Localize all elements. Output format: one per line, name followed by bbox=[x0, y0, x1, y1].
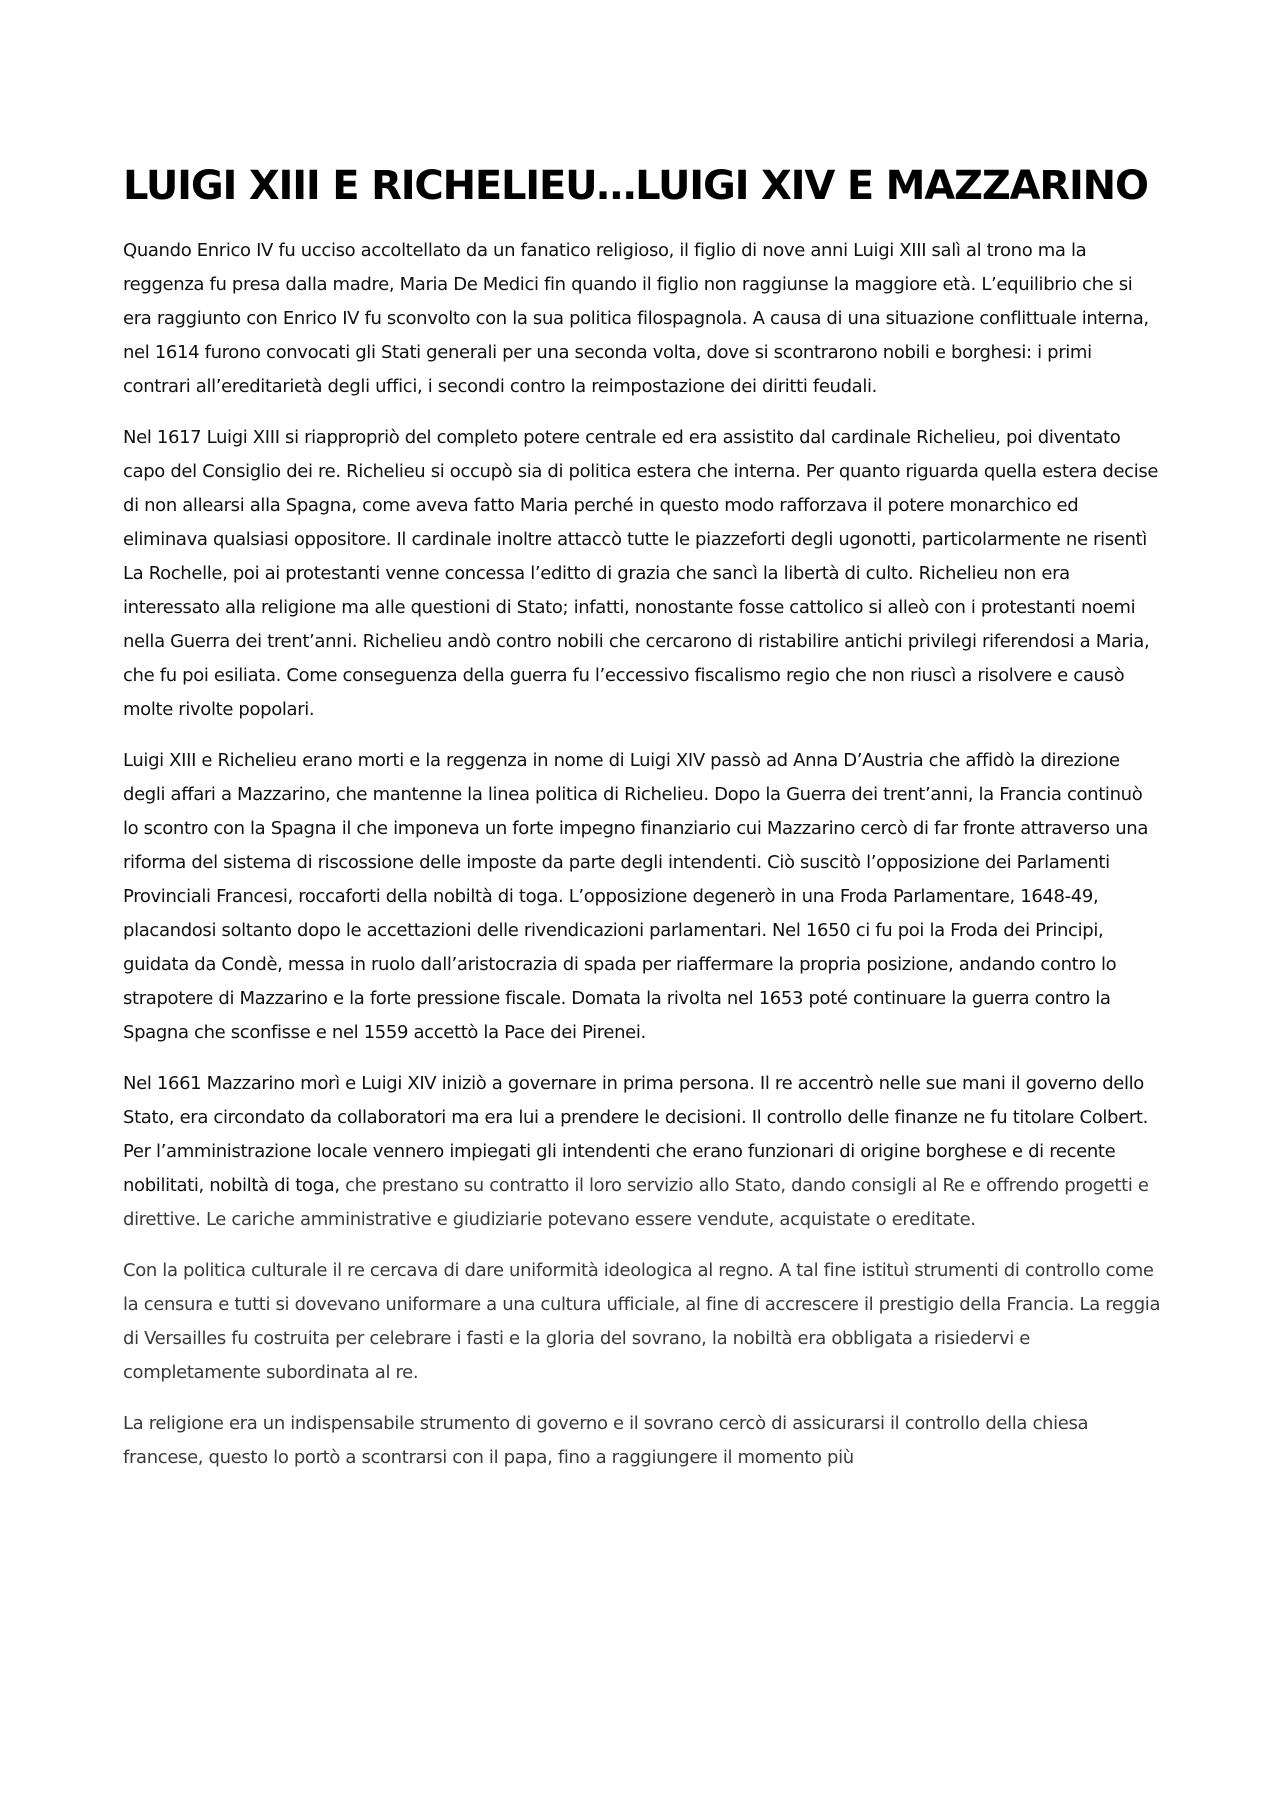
paragraph-1: Quando Enrico IV fu ucciso accoltellato da un fanatico religioso, il figlio di nove anni Luigi XIII salì al trono ma la reggenza fu presa dalla madre, Maria De Medici fin quando il figlio non raggiunse la maggiore età. L’equilibrio che si era raggiunto con Enrico IV fu sconvolto con la sua politica filospagnola. A causa di una situazione conflittuale interna, nel 1614 furono convocati gli Stati generali per una seconda volta, dove si scontrarono nobili e borghesi: i primi contrari all’ereditarietà degli uffici, i secondi contro la reimpostazione dei diritti feudali. bbox=[123, 240, 1149, 397]
paragraph-5: Con la politica culturale il re cercava di dare uniformità ideologica al regno. A tal fine istituì strumenti di controllo come la censura e tutti si dovevano uniformare a una cultura ufficiale, al fine di accrescere il prestigio della Francia. La reggia di Versailles fu costruita per celebrare i fasti e la gloria del sovrano, la nobiltà era obbligata a risiedervi e completamente subordinata al re. bbox=[123, 1260, 1161, 1383]
document-title: LUIGI XIII E RICHELIEU…LUIGI XIV E MAZZARINO bbox=[123, 163, 1148, 209]
paragraph-4-continuation: che prestano su contratto il loro servizio allo Stato, dando consigli al Re e offrendo progetti e direttive. Le cariche amministrative e giudiziarie potevano essere vendute, acquistate o ereditate. bbox=[123, 1175, 1149, 1230]
paragraph-2: Nel 1617 Luigi XIII si riappropriò del completo potere centrale ed era assistito dal cardinale Richelieu, poi diventato capo del Consiglio dei re. Richelieu si occupò sia di politica estera che interna. Per quanto riguarda quella estera decise di non allearsi alla Spagna, come aveva fatto Maria perché in questo modo rafforzava il potere monarchico ed eliminava qualsiasi oppositore. Il cardinale inoltre attaccò tutte le piazzeforti degli ugonotti, particolarmente ne risentì La Rochelle, poi ai protestanti venne concessa l’editto di grazia che sancì la libertà di culto. Richelieu non era interessato alla religione ma alle questioni di Stato; infatti, nonostante fosse cattolico si alleò con i protestanti noemi nella Guerra dei trent’anni. Richelieu andò contro nobili che cercarono di ristabilire antichi privilegi riferendosi a Maria, che fu poi esiliata. Come conseguenza della guerra fu l’eccessivo fiscalismo regio che non riuscì a risolvere e causò molte rivolte popolari. bbox=[123, 427, 1159, 720]
paragraph-3: Luigi XIII e Richelieu erano morti e la reggenza in nome di Luigi XIV passò ad Anna D’Austria che affidò la direzione degli affari a Mazzarino, che mantenne la linea politica di Richelieu. Dopo la Guerra dei trent’anni, la Francia continuò lo scontro con la Spagna il che imponeva un forte impegno finanziario cui Mazzarino cercò di far fronte attraverso una riforma del sistema di riscossione delle imposte da parte degli intendenti. Ciò suscitò l’opposizione dei Parlamenti Provinciali Francesi, roccaforti della nobiltà di toga. L’opposizione degenerò in una Froda Parlamentare, 1648-49, placandosi soltanto dopo le accettazioni delle rivendicazioni parlamentari. Nel 1650 ci fu poi la Froda dei Principi, guidata da Condè, messa in ruolo dall’aristocrazia di spada per riaffermare la propria posizione, andando contro lo strapotere di Mazzarino e la forte pressione fiscale. Domata la rivolta nel 1653 poté continuare la guerra contro la Spagna che sconfisse e nel 1559 accettò la Pace dei Pirenei. bbox=[123, 750, 1148, 1043]
document-body bbox=[123, 158, 1163, 1492]
paragraph-4-text: Nel 1661 Mazzarino morì e Luigi XIV iniziò a governare in prima persona. Il re accentrò nelle sue mani il governo dello Stato, era circondato da collaboratori ma era lui a prendere le decisioni. Il controllo delle finanze ne fu titolare Colbert. Per l’amministrazione locale vennero impiegati gli intendenti che erano funzionari di origine borghese e di recente nobilitati, nobiltà di toga, bbox=[123, 1073, 1148, 1196]
paragraph-6: La religione era un indispensabile strumento di governo e il sovrano cercò di assicurarsi il controllo della chiesa francese, questo lo portò a scontrarsi con il papa, fino a raggiungere il momento più bbox=[123, 1413, 1089, 1468]
paragraph-4 bbox=[123, 1067, 1163, 1237]
